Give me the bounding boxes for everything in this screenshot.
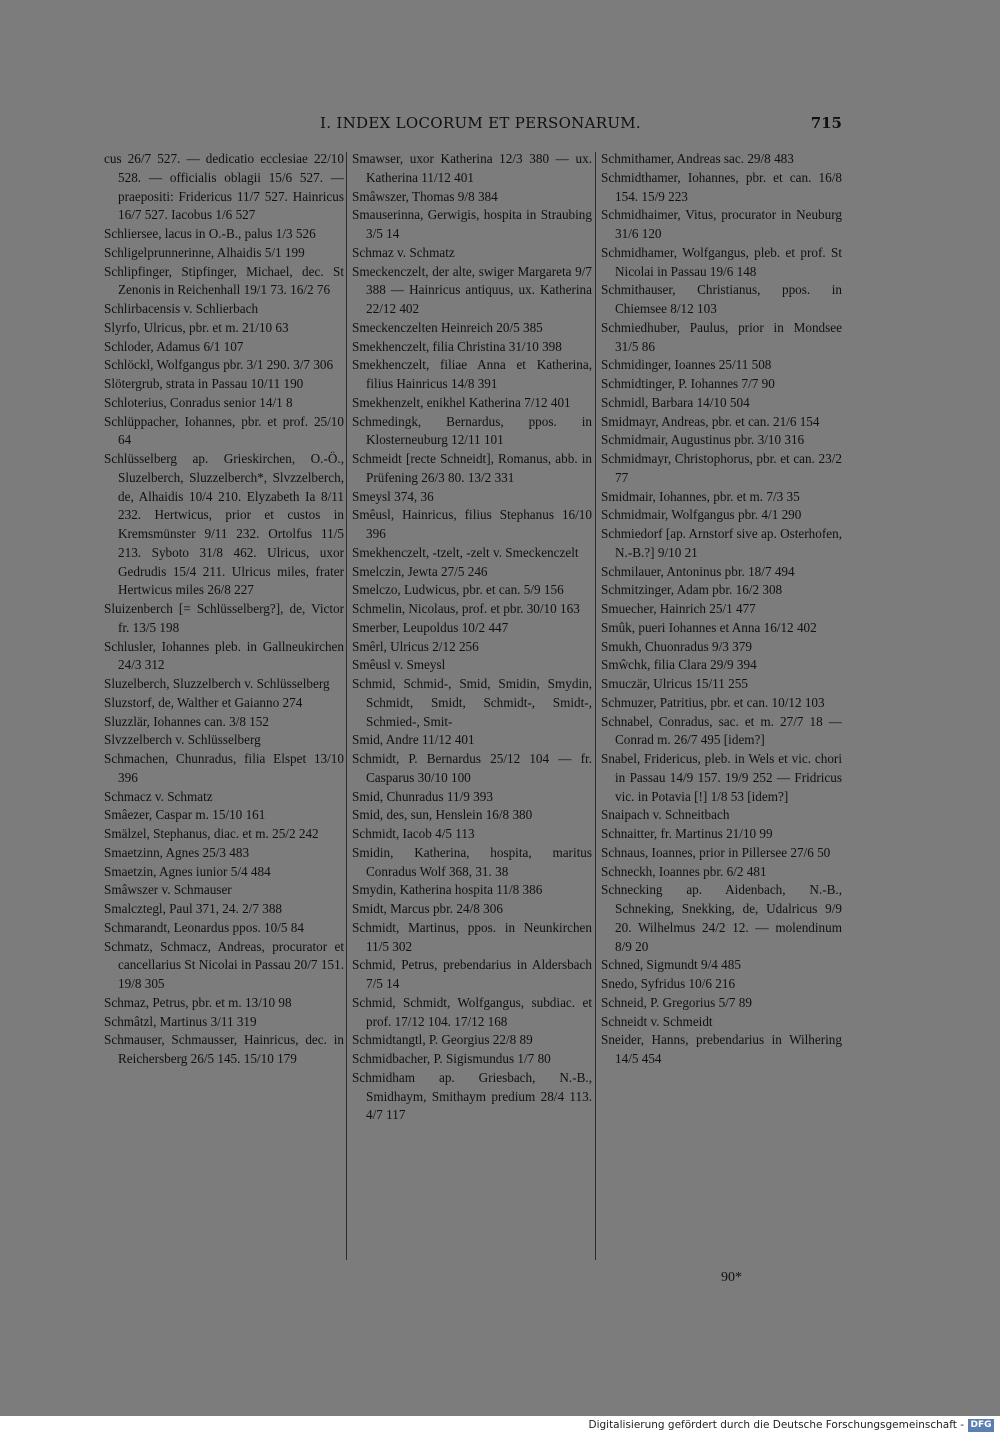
index-entry: Schloterius, Conradus senior 14/1 8: [104, 394, 293, 410]
index-entry: Smelczo, Ludwicus, pbr. et can. 5/9 156: [352, 582, 564, 598]
index-entry: Schnabel, Conradus, sac. et m. 27/7 18 — Conrad m. 26/7 495 [idem?]: [601, 713, 842, 748]
index-entry: Smeckenczelten Heinreich 20/5 385: [352, 319, 543, 335]
index-entry: Slyrfo, Ulricus, pbr. et m. 21/10 63: [104, 319, 289, 335]
index-entry: Smâwszer v. Schmauser: [104, 882, 232, 898]
index-entry: Smalcztegl, Paul 371, 24. 2/7 388: [104, 901, 283, 916]
index-entry: Schmaz v. Schmatz: [352, 244, 455, 260]
index-entry: Snabel, Fridericus, pleb. in Wels et vic. chori in Passau 14/9 157. 19/9 252 — Fridricus vic. in Potavia [!] 1/8 53 [idem?]: [601, 751, 842, 804]
index-entry: Schnaitter, fr. Martinus 21/10 99: [601, 826, 773, 841]
index-entry: Schnecking ap. Aidenbach, N.-B., Schneking, Snekking, de, Udalricus 9/9 20. Wilhelmus 24/2 12. — molendinum 8/9 20: [601, 882, 842, 954]
running-header: [100, 114, 842, 136]
index-entry: Schmatz, Schmacz, Andreas, procurator et cancellarius St Nicolai in Passau 20/7 151. 19/8 305: [104, 938, 344, 991]
index-entry: Smuczär, Ulricus 15/11 255: [601, 676, 748, 691]
index-entry: Slvzzelberch v. Schlüsselberg: [104, 732, 261, 748]
index-entry: Schmithauser, Christianus, ppos. in Chiemsee 8/12 103: [601, 282, 842, 316]
index-entry: Smaetzin, Agnes iunior 5/4 484: [104, 863, 271, 879]
index-entry: Schned, Sigmundt 9/4 485: [601, 957, 741, 973]
index-entry: Schnaus, Ioannes, prior in Pillersee 27/6 50: [601, 844, 831, 860]
index-entry: Smelczin, Jewta 27/5 246: [352, 563, 488, 579]
index-entry: Schmedingk, Bernardus, ppos. in Klosterneuburg 12/11 101: [352, 413, 592, 448]
index-entry: Smûk, pueri Iohannes et Anna 16/12 402: [601, 619, 817, 635]
index-entry: Sluzzlär, Iohannes can. 3/8 152: [104, 713, 269, 729]
signature-mark: 90*: [721, 1270, 742, 1285]
index-entry: Smälzel, Stephanus, diac. et m. 25/2 242: [104, 826, 319, 841]
index-entry: Schmâtzl, Martinus 3/11 319: [104, 1013, 257, 1029]
index-entry: Schlüppacher, Iohannes, pbr. et prof. 25/10 64: [104, 413, 344, 448]
index-entry: Schmidt, Iacob 4/5 113: [352, 826, 475, 841]
index-entry: Smêusl, Hainricus, filius Stephanus 16/10 396: [352, 507, 592, 541]
index-entry: Sluzelberch, Sluzzelberch v. Schlüsselberg: [104, 676, 330, 691]
index-entry: Schmeidt [recte Schneidt], Romanus, abb. in Prüfening 26/3 80. 13/2 331: [352, 451, 592, 485]
index-entry: Smid, Andre 11/12 401: [352, 732, 475, 748]
index-entry: Smŵchk, filia Clara 29/9 394: [601, 657, 757, 673]
index-entry: Schneckh, Ioannes pbr. 6/2 481: [601, 863, 767, 879]
index-entry: Smerber, Leupoldus 10/2 447: [352, 619, 509, 635]
column-divider: [346, 152, 347, 1260]
index-entry: Smekhenzelt, enikhel Katherina 7/12 401: [352, 394, 571, 410]
index-entry: Smaetzinn, Agnes 25/3 483: [104, 844, 250, 860]
index-entry: Schmidmair, Augustinus pbr. 3/10 316: [601, 432, 805, 448]
index-entry: Smidmair, Iohannes, pbr. et m. 7/3 35: [601, 488, 800, 504]
index-entry: Smêrl, Ulricus 2/12 256: [352, 638, 479, 654]
index-entry: Schloder, Adamus 6/1 107: [104, 338, 244, 354]
index-entry: Snaipach v. Schneitbach: [601, 807, 730, 823]
index-entry: Schmidt, Martinus, ppos. in Neunkirchen 11/5 302: [352, 919, 592, 954]
index-entry: Schmachen, Chunradus, filia Elspet 13/10 396: [104, 751, 344, 785]
index-entry: Smukh, Chuonradus 9/3 379: [601, 638, 752, 654]
index-entry: Smidmayr, Andreas, pbr. et can. 21/6 154: [601, 413, 820, 429]
index-entry: Smawser, uxor Katherina 12/3 380 — ux. Katherina 11/12 401: [352, 151, 592, 185]
funding-note[interactable]: Digitalisierung gefördert durch die Deutsche Forschungsgemeinschaft -: [588, 1419, 964, 1431]
index-entry: Smid, des, sun, Henslein 16/8 380: [352, 807, 533, 823]
index-entry: Schmidham ap. Griesbach, N.-B., Smidhaym, Smithaym predium 28/4 113. 4/7 117: [352, 1069, 592, 1123]
index-entry: Schmauser, Schmausser, Hainricus, dec. in Reichersberg 26/5 145. 15/10 179: [104, 1032, 344, 1066]
index-entry: Schlipfinger, Stipfinger, Michael, dec. St Zenonis in Reichenhall 19/1 73. 16/2 76: [104, 263, 344, 298]
index-entry: Schliersee, lacus in O.-B., palus 1/3 526: [104, 226, 316, 241]
footer-bar: [0, 1416, 1000, 1436]
index-entry: Schmidhaimer, Vitus, procurator in Neuburg 31/6 120: [601, 207, 842, 241]
index-column-2: [352, 150, 592, 1125]
index-entry: Schmacz v. Schmatz: [104, 788, 213, 804]
index-entry: Schmidmayr, Christophorus, pbr. et can. 23/2 77: [601, 451, 842, 485]
index-entry: Schneidt v. Schmeidt: [601, 1013, 713, 1029]
index-entry: Smydin, Katherina hospita 11/8 386: [352, 882, 543, 898]
index-entry: Schligelprunnerinne, Alhaidis 5/1 199: [104, 244, 305, 260]
index-entry: Smâwszer, Thomas 9/8 384: [352, 188, 498, 204]
index-entry: Schmuzer, Patritius, pbr. et can. 10/12 103: [601, 694, 825, 710]
index-entry: Smidin, Katherina, hospita, maritus Conradus Wolf 368, 31. 38: [352, 844, 592, 879]
column-divider: [595, 152, 596, 1260]
index-entry: Smeckenczelt, der alte, swiger Margareta 9/7 388 — Hainricus antiquus, ux. Katherina 22/12 402: [352, 263, 592, 316]
index-entry: Schlüsselberg ap. Grieskirchen, O.-Ö., Sluzelberch, Sluzzelberch*, Slvzzelberch, de, Alhaidis 10/4 210. Elyzabeth Ia 8/11 232. Hertwicus, prior et custos in Kremsmünster 9/11 232. Ortolfus 11/5 213. Syboto 31/8 462. Ulricus, uxor Gedrudis 15/4 211. Ulricus miles, frater Hertwicus miles 26/8 227: [104, 451, 344, 598]
index-entry: Schmid, Schmidt, Wolfgangus, subdiac. et prof. 17/12 104. 17/12 168: [352, 994, 592, 1029]
index-entry: Smidt, Marcus pbr. 24/8 306: [352, 901, 503, 916]
dfg-logo[interactable]: DFG: [968, 1419, 994, 1432]
index-entry: Schmidmair, Wolfgangus pbr. 4/1 290: [601, 507, 802, 523]
index-entry: Schmidthamer, Iohannes, pbr. et can. 16/8 154. 15/9 223: [601, 169, 842, 204]
index-entry: Schmidtangtl, P. Georgius 22/8 89: [352, 1032, 533, 1048]
index-column-3: [601, 150, 842, 1069]
index-entry: Slötergrub, strata in Passau 10/11 190: [104, 376, 304, 391]
index-entry: Sluizenberch [= Schlüsselberg?], de, Victor fr. 13/5 198: [104, 601, 344, 635]
index-entry: Schmitzinger, Adam pbr. 16/2 308: [601, 582, 783, 598]
index-entry: Schmidbacher, P. Sigismundus 1/7 80: [352, 1051, 551, 1066]
index-entry: Smeysl 374, 36: [352, 488, 434, 504]
index-entry: Smâezer, Caspar m. 15/10 161: [104, 807, 266, 823]
index-entry: Schmid, Schmid-, Smid, Smidin, Smydin, Schmidt, Smidt, Schmidt-, Smidt-, Schmied-, Smit-: [352, 676, 592, 729]
index-entry: Schmilauer, Antoninus pbr. 18/7 494: [601, 563, 795, 579]
index-entry: Smauserinna, Gerwigis, hospita in Straubing 3/5 14: [352, 207, 592, 241]
index-entry: Sluzstorf, de, Walther et Gaianno 274: [104, 694, 303, 710]
index-entry: Schmidt, P. Bernardus 25/12 104 — fr. Casparus 30/10 100: [352, 751, 592, 785]
index-entry: Schlöckl, Wolfgangus pbr. 3/1 290. 3/7 306: [104, 357, 334, 373]
index-entry: Schmidl, Barbara 14/10 504: [601, 394, 750, 410]
index-entry: Schmelin, Nicolaus, prof. et pbr. 30/10 163: [352, 601, 580, 616]
index-entry: cus 26/7 527. — dedicatio ecclesiae 22/10 528. — officialis oblagii 15/6 527. — praepositi: Fridericus 11/7 527. Hainricus 16/7 527. Iacobus 1/6 527: [104, 151, 344, 223]
index-entry: Smekhenczelt, -tzelt, -zelt v. Smeckenczelt: [352, 544, 579, 560]
index-entry: Smid, Chunradus 11/9 393: [352, 788, 493, 804]
index-entry: Smêusl v. Smeysl: [352, 657, 446, 673]
index-entry: Smuecher, Hainrich 25/1 477: [601, 601, 756, 616]
index-entry: Schneid, P. Gregorius 5/7 89: [601, 994, 752, 1010]
index-column-1: [104, 150, 344, 1069]
index-entry: Schlusler, Iohannes pleb. in Gallneukirchen 24/3 312: [104, 638, 344, 673]
index-entry: Schmiedhuber, Paulus, prior in Mondsee 31/5 86: [601, 319, 842, 354]
index-entry: Sneider, Hanns, prebendarius in Wilhering 14/5 454: [601, 1032, 842, 1066]
index-entry: Schmiedorf [ap. Arnstorf sive ap. Osterhofen, N.-B.?] 9/10 21: [601, 526, 842, 560]
index-entry: Snedo, Syfridus 10/6 216: [601, 976, 736, 991]
index-entry: Schmithamer, Andreas sac. 29/8 483: [601, 151, 794, 166]
index-entry: Schlirbacensis v. Schlierbach: [104, 301, 259, 316]
index-entry: Schmaz, Petrus, pbr. et m. 13/10 98: [104, 994, 292, 1010]
page-title: I. INDEX LOCORUM ET PERSONARUM.: [320, 114, 641, 132]
index-entry: Smekhenczelt, filia Christina 31/10 398: [352, 338, 562, 354]
index-entry: Schmid, Petrus, prebendarius in Aldersbach 7/5 14: [352, 957, 592, 991]
index-entry: Schmarandt, Leonardus ppos. 10/5 84: [104, 919, 304, 935]
index-entry: Schmidhamer, Wolfgangus, pleb. et prof. St Nicolai in Passau 19/6 148: [601, 244, 842, 279]
index-entry: Schmidinger, Ioannes 25/11 508: [601, 357, 772, 373]
page-number: 715: [810, 114, 842, 132]
index-entry: Schmidtinger, P. Iohannes 7/7 90: [601, 376, 775, 391]
index-entry: Smekhenczelt, filiae Anna et Katherina, filius Hainricus 14/8 391: [352, 357, 592, 391]
